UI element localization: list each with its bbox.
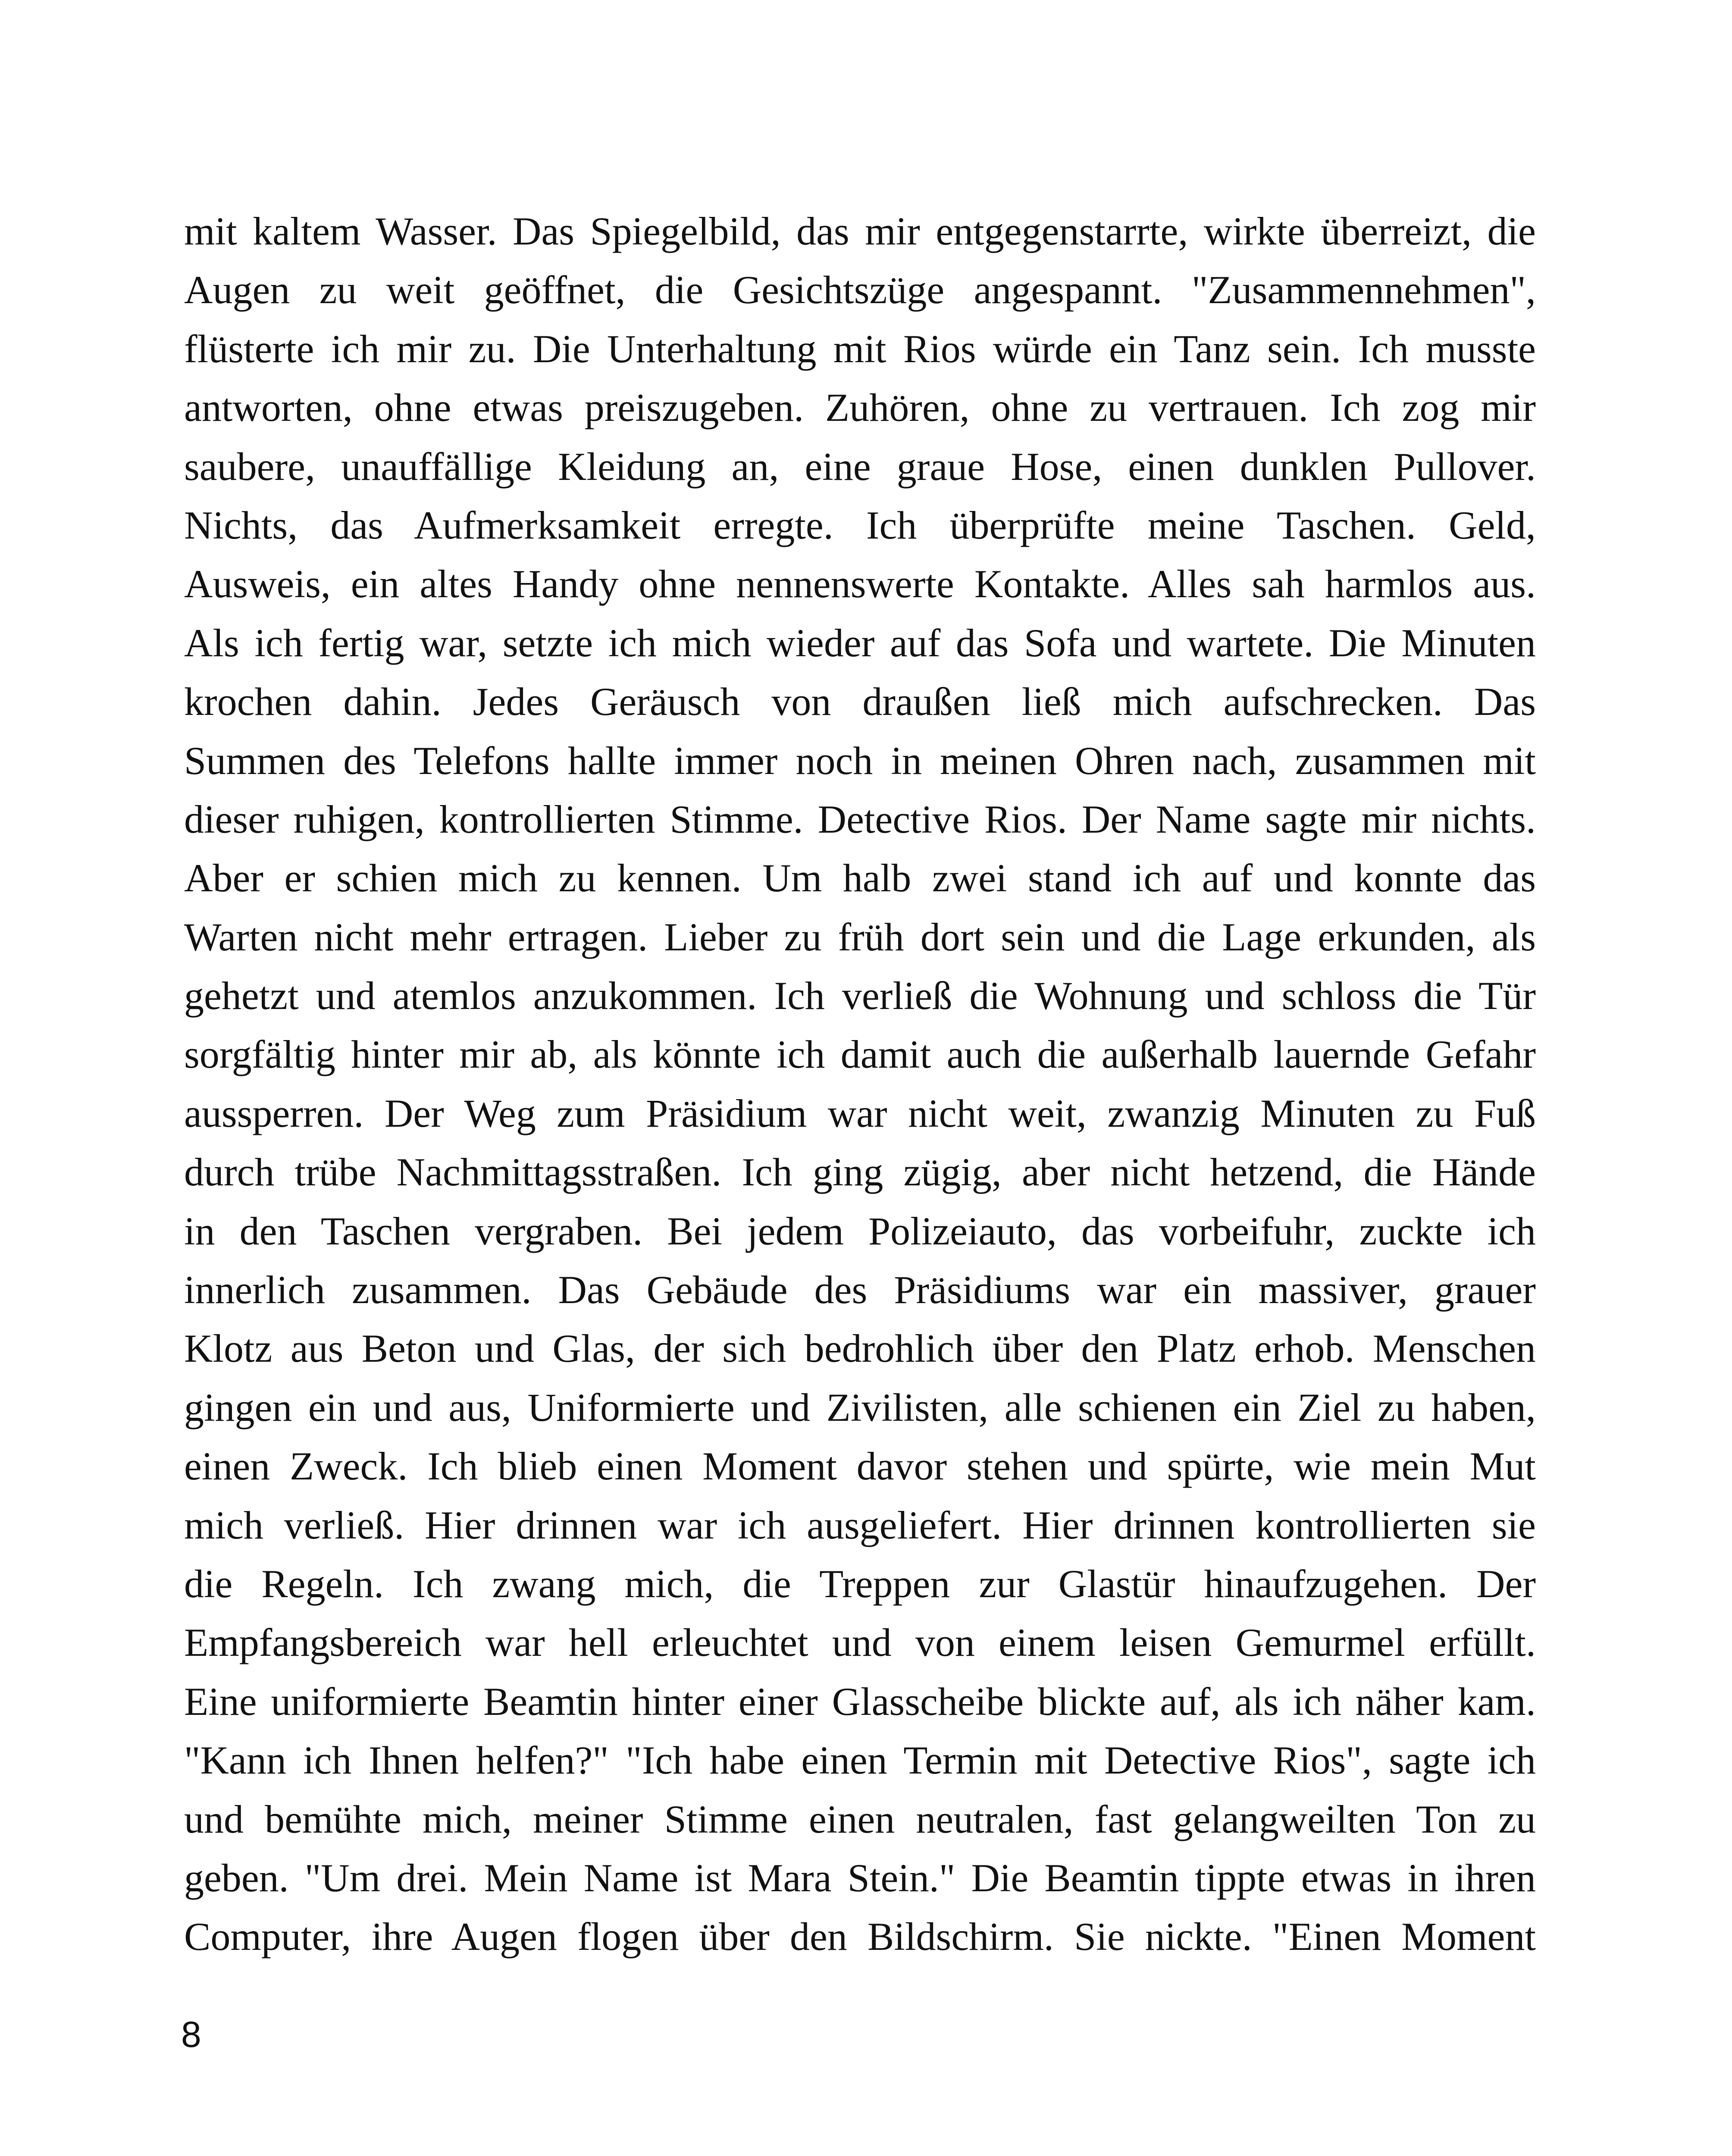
text-line: Klotz aus Beton und Glas, der sich bedrohlich über den Platz erhob. Menschen <box>184 1326 1536 1371</box>
text-line: Computer, ihre Augen flogen über den Bildschirm. Sie nickte. "Einen Moment <box>184 1915 1536 1959</box>
text-line: sorgfältig hinter mir ab, als könnte ich damit auch die außerhalb lauernde Gefahr <box>184 1032 1536 1077</box>
text-line: saubere, unauffällige Kleidung an, eine graue Hose, einen dunklen Pullover. <box>184 444 1536 489</box>
text-line: aussperren. Der Weg zum Präsidium war nicht weit, zwanzig Minuten zu Fuß <box>184 1091 1536 1135</box>
body-text <box>184 202 1536 1966</box>
text-line: gehetzt und atemlos anzukommen. Ich verließ die Wohnung und schloss die Tür <box>184 974 1536 1018</box>
text-line: einen Zweck. Ich blieb einen Moment davor stehen und spürte, wie mein Mut <box>184 1444 1536 1489</box>
text-line: Nichts, das Aufmerksamkeit erregte. Ich überprüfte meine Taschen. Geld, <box>184 503 1536 547</box>
text-line: innerlich zusammen. Das Gebäude des Präsidiums war ein massiver, grauer <box>184 1268 1536 1312</box>
text-line: und bemühte mich, meiner Stimme einen neutralen, fast gelangweilten Ton zu <box>184 1797 1536 1841</box>
text-line: Als ich fertig war, setzte ich mich wieder auf das Sofa und wartete. Die Minuten <box>184 620 1536 665</box>
text-line: Aber er schien mich zu kennen. Um halb zwei stand ich auf und konnte das <box>184 856 1536 900</box>
text-line: dieser ruhigen, kontrollierten Stimme. Detective Rios. Der Name sagte mir nichts. <box>184 797 1536 841</box>
text-line: Ausweis, ein altes Handy ohne nennenswerte Kontakte. Alles sah harmlos aus. <box>184 562 1536 606</box>
text-line: durch trübe Nachmittagsstraßen. Ich ging zügig, aber nicht hetzend, die Hände <box>184 1150 1536 1194</box>
text-line: flüsterte ich mir zu. Die Unterhaltung mit Rios würde ein Tanz sein. Ich musste <box>184 326 1536 371</box>
text-line: krochen dahin. Jedes Geräusch von draußen ließ mich aufschrecken. Das <box>184 680 1536 724</box>
text-line: die Regeln. Ich zwang mich, die Treppen zur Glastür hinaufzugehen. Der <box>184 1561 1536 1606</box>
text-line: mich verließ. Hier drinnen war ich ausgeliefert. Hier drinnen kontrollierten sie <box>184 1503 1536 1547</box>
text-line: Summen des Telefons hallte immer noch in meinen Ohren nach, zusammen mit <box>184 738 1536 783</box>
text-line: "Kann ich Ihnen helfen?" "Ich habe einen Termin mit Detective Rios", sagte ich <box>184 1738 1536 1783</box>
text-line: Eine uniformierte Beamtin hinter einer Glasscheibe blickte auf, als ich näher kam. <box>184 1679 1536 1724</box>
page-number: 8 <box>181 2014 201 2055</box>
text-line: gingen ein und aus, Uniformierte und Zivilisten, alle schienen ein Ziel zu haben, <box>184 1385 1536 1429</box>
text-line: mit kaltem Wasser. Das Spiegelbild, das mir entgegenstarrte, wirkte überreizt, die <box>184 209 1536 253</box>
text-line: Empfangsbereich war hell erleuchtet und von einem leisen Gemurmel erfüllt. <box>184 1620 1536 1665</box>
text-line: Augen zu weit geöffnet, die Gesichtszüge angespannt. "Zusammennehmen", <box>184 268 1536 312</box>
text-line: in den Taschen vergraben. Bei jedem Polizeiauto, das vorbeifuhr, zuckte ich <box>184 1209 1536 1253</box>
text-line: Warten nicht mehr ertragen. Lieber zu früh dort sein und die Lage erkunden, als <box>184 915 1536 959</box>
text-line: geben. "Um drei. Mein Name ist Mara Stein." Die Beamtin tippte etwas in ihren <box>184 1855 1536 1900</box>
text-line: antworten, ohne etwas preiszugeben. Zuhören, ohne zu vertrauen. Ich zog mir <box>184 385 1536 430</box>
